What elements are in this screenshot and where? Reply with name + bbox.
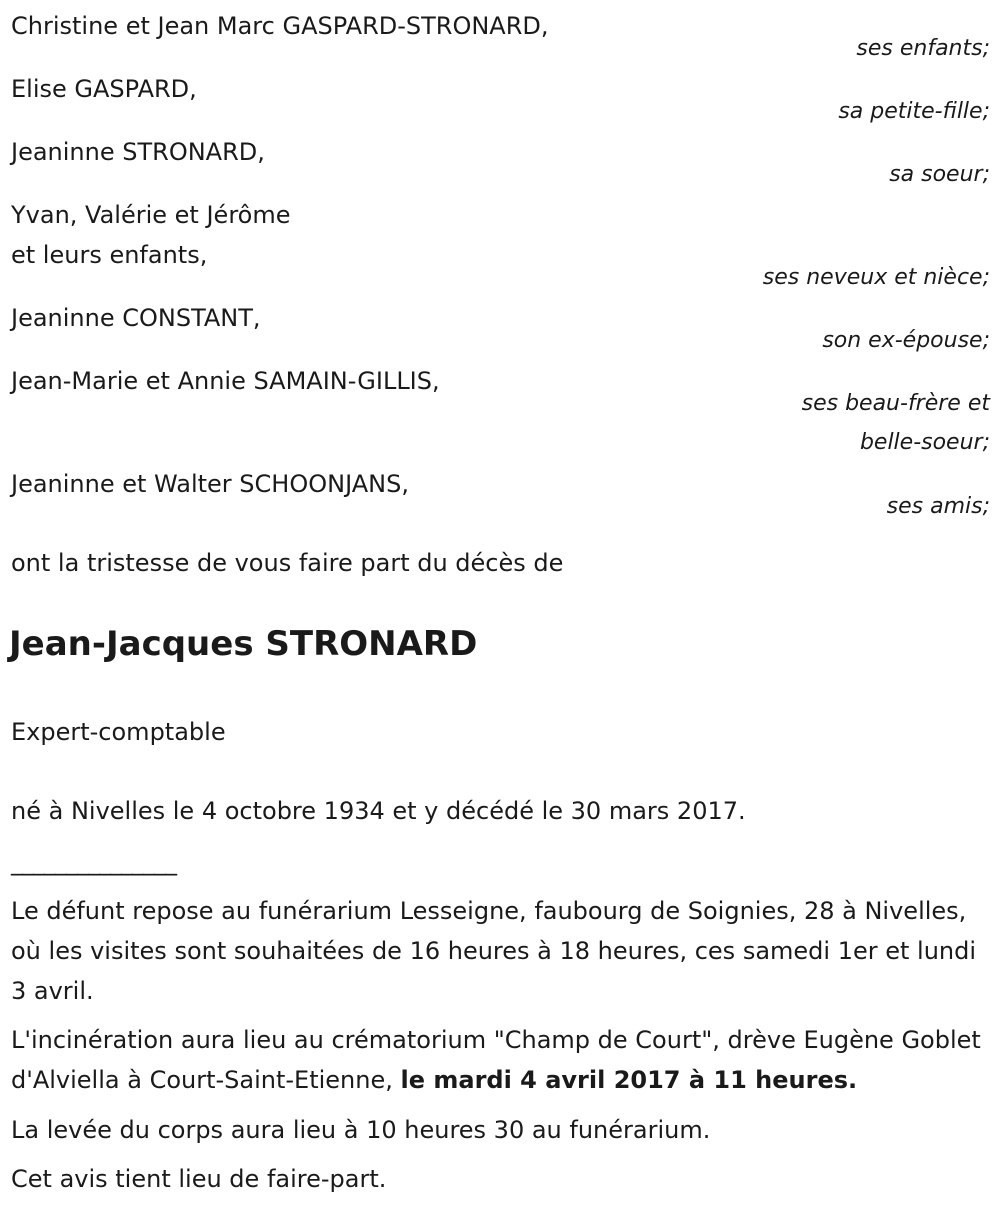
cremation-text: L'incinération aura lieu au crématorium "Champ de Court", drève Eugène Goblet d'Alviella à Court-Saint-Etienne, bbox=[11, 1026, 981, 1094]
closing-paragraph: Cet avis tient lieu de faire-part. bbox=[11, 1165, 387, 1193]
family-names: Jeaninne CONSTANT, bbox=[11, 304, 261, 332]
announcement-text: ont la tristesse de vous faire part du décès de bbox=[11, 549, 564, 577]
family-names: Elise GASPARD, bbox=[11, 75, 197, 103]
family-names: Jeaninne STRONARD, bbox=[11, 138, 265, 166]
cremation-paragraph bbox=[11, 1020, 990, 1100]
cremation-date: le mardi 4 avril 2017 à 11 heures. bbox=[400, 1066, 858, 1094]
family-relation: ses amis; bbox=[886, 494, 990, 519]
family-names: et leurs enfants, bbox=[11, 241, 208, 269]
levee-paragraph: La levée du corps aura lieu à 10 heures 30 au funérarium. bbox=[11, 1116, 711, 1144]
family-relation: ses enfants; bbox=[856, 36, 990, 61]
family-names: Yvan, Valérie et Jérôme bbox=[11, 201, 291, 229]
family-entry bbox=[11, 6, 990, 46]
family-names: Jean-Marie et Annie SAMAIN-GILLIS, bbox=[11, 367, 440, 395]
family-names: Christine et Jean Marc GASPARD-STRONARD, bbox=[11, 12, 549, 40]
deceased-profession: Expert-comptable bbox=[11, 718, 226, 746]
repose-paragraph: Le défunt repose au funérarium Lesseigne, faubourg de Soignies, 28 à Nivelles, où les visites sont souhaitées de 16 heures à 18 heures, ces samedi 1er et lundi 3 avril. bbox=[11, 897, 977, 1005]
family-relation: ses neveux et nièce; bbox=[762, 265, 990, 290]
family-relation: ses beau-frère et bbox=[801, 391, 990, 416]
separator-line: _______________ bbox=[11, 848, 176, 876]
family-relation: belle-soeur; bbox=[859, 430, 990, 455]
family-names: Jeaninne et Walter SCHOONJANS, bbox=[11, 470, 409, 498]
deceased-name: Jean-Jacques STRONARD bbox=[9, 624, 478, 664]
family-relation: sa soeur; bbox=[889, 162, 990, 187]
deceased-dates: né à Nivelles le 4 octobre 1934 et y décédé le 30 mars 2017. bbox=[11, 797, 746, 825]
family-relation: son ex-épouse; bbox=[822, 328, 990, 353]
family-relation: sa petite-fille; bbox=[838, 99, 990, 124]
